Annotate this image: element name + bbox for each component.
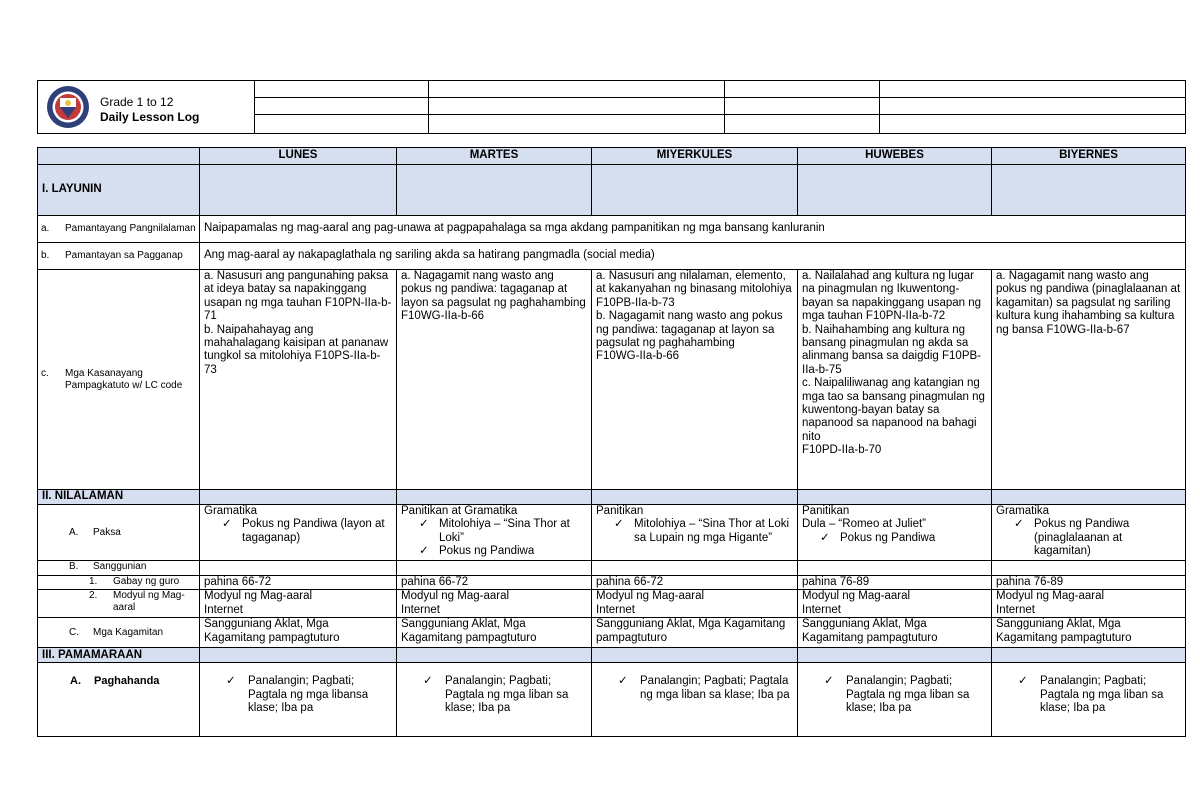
check-text: Panalangin; Pagbati; Pagtala ng mga liban sa klase; Iba pa bbox=[846, 675, 970, 715]
check-item bbox=[401, 518, 587, 545]
blank-cell bbox=[397, 165, 592, 216]
row-label-text: Mga Kasanayang Pampagkatuto w/ LC code bbox=[65, 368, 183, 391]
check-icon: ✓ bbox=[614, 518, 624, 531]
sanggunian-row bbox=[38, 561, 1186, 576]
row-label bbox=[38, 561, 200, 576]
day-cell: pahina 66-72 bbox=[397, 576, 592, 590]
day-cell: Sangguniang Aklat, Mga Kagamitang pampagtuturo bbox=[200, 618, 397, 648]
check-item bbox=[204, 663, 392, 715]
row-label-text: Gabay ng guro bbox=[113, 576, 180, 587]
check-text: Pokus ng Pandiwa (pinaglalaanan at kagamitan) bbox=[1034, 518, 1130, 558]
check-item bbox=[802, 532, 987, 545]
blank-cell bbox=[200, 648, 397, 663]
check-icon: ✓ bbox=[423, 675, 433, 688]
day-cell bbox=[798, 663, 992, 737]
check-text: Mitolohiya – “Sina Thor at Loki sa Lupain ng mga Higante” bbox=[634, 518, 790, 544]
day-cell: Modyul ng Mag-aaral Internet bbox=[200, 590, 397, 618]
row-label-text: Paksa bbox=[93, 526, 121, 538]
blank-cell bbox=[798, 561, 992, 576]
row-key: C. bbox=[69, 627, 79, 639]
check-item bbox=[996, 663, 1181, 715]
nilalaman-row bbox=[38, 490, 1186, 505]
day-cell: pahina 76-89 bbox=[798, 576, 992, 590]
day-header: LUNES bbox=[200, 148, 397, 165]
day-cell: Modyul ng Mag-aaral Internet bbox=[592, 590, 798, 618]
day-cell: a. Nasusuri ang pangunahing paksa at ideya batay sa napakinggang usapan ng mga tauhan F10PN-IIa-b-71 b. Naipahahayag ang mahahalagang kaisipan at pananaw tungkol sa mitolohiya F10PS-IIa-b-73 bbox=[200, 270, 397, 490]
header-field bbox=[255, 98, 429, 115]
blank-cell bbox=[397, 561, 592, 576]
header-field bbox=[429, 81, 725, 98]
day-cell: Sangguniang Aklat, Mga Kagamitang pampagtuturo bbox=[592, 618, 798, 648]
row-key: A. bbox=[70, 675, 81, 688]
row-key: b. bbox=[41, 250, 50, 262]
row-label-text: Mga Kagamitan bbox=[93, 627, 164, 639]
day-cell: a. Nasusuri ang nilalaman, elemento, at kakanyahan ng binasang mitolohiya F10PB-IIa-b-73 b. Nagagamit nang wasto ang pokus ng pandiwa: tagaganap at layon sa pagsulat ng paghahambing F10WG-IIa-b-66 bbox=[592, 270, 798, 490]
blank-cell bbox=[592, 648, 798, 663]
span-cell: Ang mag-aaral ay nakapaglathala ng sariling akda sa hatirang pangmadla (social media) bbox=[200, 243, 1186, 270]
day-header: MARTES bbox=[397, 148, 592, 165]
header-field bbox=[880, 115, 1186, 134]
day-header: MIYERKULES bbox=[592, 148, 798, 165]
blank-cell bbox=[992, 648, 1186, 663]
blank-cell bbox=[397, 490, 592, 505]
day-cell: Modyul ng Mag-aaral Internet bbox=[992, 590, 1186, 618]
day-cell: a. Nagagamit nang wasto ang pokus ng pandiwa: tagaganap at layon sa pagsulat ng paghahambing F10WG-IIa-b-66 bbox=[397, 270, 592, 490]
blank-cell bbox=[992, 561, 1186, 576]
paksa-cell bbox=[397, 505, 592, 561]
check-icon: ✓ bbox=[824, 675, 834, 688]
row-label bbox=[38, 216, 200, 243]
pamamaraan-row bbox=[38, 648, 1186, 663]
header-field bbox=[725, 81, 880, 98]
check-text: Panalangin; Pagbati; Pagtala ng mga liban sa klase; Iba pa bbox=[640, 675, 790, 701]
check-text: Panalangin; Pagbati; Pagtala ng mga liban sa klase; Iba pa bbox=[1040, 675, 1164, 715]
check-icon: ✓ bbox=[618, 675, 628, 688]
row-label bbox=[38, 576, 200, 590]
section-title: II. NILALAMAN bbox=[38, 490, 200, 505]
paksa-head: Panitikan bbox=[596, 505, 644, 517]
layunin-row bbox=[38, 165, 1186, 216]
check-text: Pokus ng Pandiwa (layon at tagaganap) bbox=[242, 518, 385, 544]
blank-cell bbox=[798, 648, 992, 663]
day-cell: pahina 66-72 bbox=[592, 576, 798, 590]
span-cell: Naipapamalas ng mag-aaral ang pag-unawa at pagpapahalaga sa mga akdang pampanitikan ng mga bansang kanluranin bbox=[200, 216, 1186, 243]
day-cell: a. Nagagamit nang wasto ang pokus ng pandiwa (pinaglalaanan at kagamitan) sa pagsulat ng sariling kultura kung ihahambing sa kultura ng bansa F10WG-IIa-b-67 bbox=[992, 270, 1186, 490]
check-item bbox=[996, 518, 1181, 558]
header-field bbox=[725, 115, 880, 134]
day-cell: pahina 66-72 bbox=[200, 576, 397, 590]
paksa-cell bbox=[200, 505, 397, 561]
row-label bbox=[38, 590, 200, 618]
row-key: 2. bbox=[89, 590, 98, 602]
header-logo-cell bbox=[38, 81, 255, 134]
lesson-table bbox=[37, 147, 1186, 737]
day-cell: Modyul ng Mag-aaral Internet bbox=[397, 590, 592, 618]
row-label bbox=[38, 663, 200, 737]
check-icon: ✓ bbox=[820, 531, 830, 544]
row-label bbox=[38, 618, 200, 648]
header-field bbox=[429, 98, 725, 115]
day-cell: pahina 76-89 bbox=[992, 576, 1186, 590]
check-item bbox=[802, 663, 987, 715]
header-field bbox=[880, 81, 1186, 98]
blank-cell bbox=[397, 648, 592, 663]
paghahanda-row bbox=[38, 663, 1186, 737]
check-text: Panalangin; Pagbati; Pagtala ng mga liban sa klase; Iba pa bbox=[445, 675, 569, 715]
paksa-row bbox=[38, 505, 1186, 561]
row-key: 1. bbox=[89, 576, 98, 587]
row-label-text: Pamantayan sa Pagganap bbox=[65, 250, 183, 262]
pamantayang-row bbox=[38, 216, 1186, 243]
blank-cell bbox=[798, 165, 992, 216]
paksa-cell bbox=[992, 505, 1186, 561]
day-header: BIYERNES bbox=[992, 148, 1186, 165]
header-field bbox=[880, 98, 1186, 115]
row-label bbox=[38, 505, 200, 561]
row-label bbox=[38, 243, 200, 270]
modyul-row bbox=[38, 590, 1186, 618]
pagganap-row bbox=[38, 243, 1186, 270]
header-table bbox=[37, 80, 1186, 134]
day-cell bbox=[200, 663, 397, 737]
blank-cell bbox=[200, 490, 397, 505]
row-label-text: Sanggunian bbox=[93, 561, 147, 572]
header-title-block bbox=[100, 95, 199, 125]
day-cell: Modyul ng Mag-aaral Internet bbox=[798, 590, 992, 618]
check-item bbox=[596, 518, 793, 545]
section-title: I. LAYUNIN bbox=[38, 165, 200, 216]
row-key: B. bbox=[69, 561, 79, 572]
paksa-head: Panitikan at Gramatika bbox=[401, 505, 518, 517]
row-label-text: Paghahanda bbox=[94, 675, 160, 688]
blank-cell bbox=[798, 490, 992, 505]
check-item bbox=[401, 545, 587, 558]
paksa-head: Gramatika bbox=[996, 505, 1050, 517]
section-title: III. PAMAMARAAN bbox=[38, 648, 200, 663]
gabay-row bbox=[38, 576, 1186, 590]
check-item bbox=[204, 518, 392, 545]
check-icon: ✓ bbox=[1018, 675, 1028, 688]
blank-cell bbox=[992, 165, 1186, 216]
corner-cell bbox=[38, 148, 200, 165]
check-text: Pokus ng Pandiwa bbox=[439, 545, 535, 558]
day-cell: Sangguniang Aklat, Mga Kagamitang pampagtuturo bbox=[397, 618, 592, 648]
check-icon: ✓ bbox=[222, 518, 232, 531]
check-item bbox=[596, 663, 793, 702]
day-cell: a. Nailalahad ang kultura ng lugar na pinagmulan ng Ikuwentong-bayan sa napakinggang usapan ng mga tauhan F10PN-IIa-b-72 b. Naihahambing ang kultura ng bansang pinagmulan ng akda sa alinmang bansa sa daigdig F10PB-IIa-b-75 c. Naipaliliwanag ang katangian ng mga tao sa bansang pinagmulan ng kuwentong-bayan batay sa napanood sa napanood na bahagi nito F10PD-IIa-b-70 bbox=[798, 270, 992, 490]
check-text: Panalangin; Pagbati; Pagtala ng mga libansa klase; Iba pa bbox=[248, 675, 369, 715]
header-field bbox=[725, 98, 880, 115]
row-label-text: Pamantayang Pangnilalaman bbox=[65, 223, 196, 235]
check-text: Pokus ng Pandiwa bbox=[840, 531, 936, 544]
paksa-head: Panitikan Dula – “Romeo at Juliet” bbox=[802, 505, 926, 531]
row-label-text: Modyul ng Mag-aaral bbox=[113, 590, 185, 613]
row-key: c. bbox=[41, 368, 49, 380]
paksa-head: Gramatika bbox=[204, 505, 258, 517]
check-text: Mitolohiya – “Sina Thor at Loki” bbox=[439, 518, 570, 544]
paksa-cell bbox=[592, 505, 798, 561]
check-icon: ✓ bbox=[1014, 518, 1024, 531]
kagamitan-row bbox=[38, 618, 1186, 648]
day-cell: Sangguniang Aklat, Mga Kagamitang pampagtuturo bbox=[798, 618, 992, 648]
blank-cell bbox=[200, 561, 397, 576]
check-icon: ✓ bbox=[226, 675, 236, 688]
day-cell bbox=[592, 663, 798, 737]
blank-cell bbox=[592, 490, 798, 505]
day-cell: Sangguniang Aklat, Mga Kagamitang pampagtuturo bbox=[992, 618, 1186, 648]
blank-cell bbox=[200, 165, 397, 216]
check-icon: ✓ bbox=[419, 545, 429, 558]
row-key: A. bbox=[69, 526, 79, 538]
day-cell bbox=[397, 663, 592, 737]
days-row bbox=[38, 148, 1186, 165]
blank-cell bbox=[992, 490, 1186, 505]
paksa-cell bbox=[798, 505, 992, 561]
grade-label: Grade 1 to 12 bbox=[100, 95, 174, 109]
header-field bbox=[255, 81, 429, 98]
blank-cell bbox=[592, 561, 798, 576]
daily-lesson-log-title: Daily Lesson Log bbox=[100, 110, 200, 124]
check-icon: ✓ bbox=[419, 518, 429, 531]
blank-cell bbox=[592, 165, 798, 216]
header-field bbox=[255, 115, 429, 134]
check-item bbox=[401, 663, 587, 715]
day-cell bbox=[992, 663, 1186, 737]
day-header: HUWEBES bbox=[798, 148, 992, 165]
deped-seal-icon bbox=[46, 85, 90, 129]
header-field bbox=[429, 115, 725, 134]
row-label bbox=[38, 270, 200, 490]
row-key: a. bbox=[41, 223, 50, 235]
kasanayan-row bbox=[38, 270, 1186, 490]
